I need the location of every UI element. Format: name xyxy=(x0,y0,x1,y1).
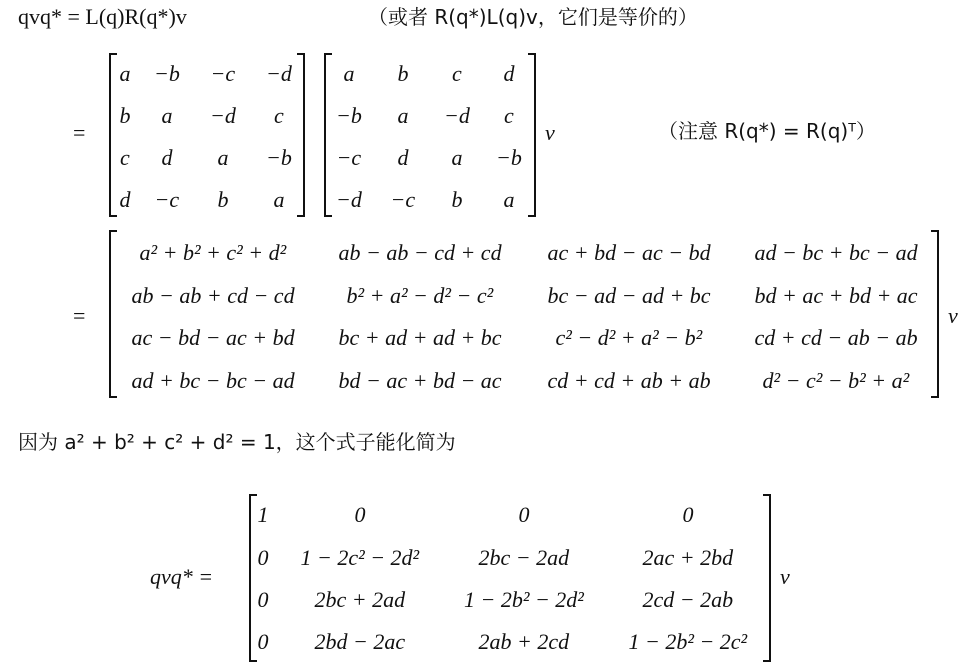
matrix-C-cell: cd + cd − ab − ab xyxy=(754,325,918,350)
matrix-D-cell: 0 xyxy=(354,502,366,527)
vector-v-3: v xyxy=(780,564,790,589)
matrix-C-cell: d² − c² − b² + a² xyxy=(762,368,910,393)
matrix-D-cell: 0 xyxy=(257,629,269,654)
matrix-A-cell: a xyxy=(273,187,285,212)
equation-line1: qvq* = L(q)R(q*)v xyxy=(18,4,187,29)
matrix-D-cell: 1 xyxy=(257,502,269,527)
matrix-C-cell: bd + ac + bd + ac xyxy=(754,283,918,308)
matrix-A-cell: c xyxy=(274,103,284,128)
matrix-B-cell: a xyxy=(343,61,355,86)
matrix-A-cell: b xyxy=(217,187,229,212)
matrix-b-right-bracket xyxy=(527,53,537,217)
matrix-D-cell: 1 − 2b² − 2d² xyxy=(464,587,584,612)
matrix-B-cell: a xyxy=(451,145,463,170)
matrix-B-cell: b xyxy=(451,187,463,212)
matrix-B-cell: −b xyxy=(336,103,362,128)
matrix-A-cell: −c xyxy=(210,61,236,86)
matrix-B-cell: a xyxy=(397,103,409,128)
matrix-B-cell: d xyxy=(503,61,515,86)
matrix-A-cell: d xyxy=(161,145,173,170)
matrix-C-cell: ad + bc − bc − ad xyxy=(131,368,295,393)
matrix-D-cell: 2cd − 2ab xyxy=(642,587,734,612)
matrix-A-cell: a xyxy=(161,103,173,128)
matrix-B-cell: −c xyxy=(390,187,416,212)
matrix-A-cell: a xyxy=(217,145,229,170)
matrix-C-cell: b² + a² − d² − c² xyxy=(346,283,494,308)
transpose-note: （注意 R(q*) = R(q)ᵀ） xyxy=(658,119,876,143)
vector-v-2: v xyxy=(948,303,958,328)
matrix-D-cell: 2bd − 2ac xyxy=(314,629,406,654)
matrix-B-cell: d xyxy=(397,145,409,170)
matrix-C-cell: bd − ac + bd − ac xyxy=(338,368,502,393)
matrix-d-right-bracket xyxy=(762,494,772,662)
equivalence-note: （或者 R(q*)L(q)v，它们是等价的） xyxy=(368,5,698,29)
matrix-D-cell: 1 − 2b² − 2c² xyxy=(628,629,748,654)
matrix-C-cell: ad − bc + bc − ad xyxy=(754,240,918,265)
matrix-D-cell: 1 − 2c² − 2d² xyxy=(300,545,420,570)
matrix-D-cell: 2ac + 2bd xyxy=(642,545,734,570)
matrix-D-cell: 0 xyxy=(682,502,694,527)
matrix-C-cell: bc + ad + ad + bc xyxy=(338,325,502,350)
matrix-c-right-bracket xyxy=(930,230,940,398)
matrix-B-cell: −d xyxy=(444,103,470,128)
matrix-C-cell: ac + bd − ac − bd xyxy=(547,240,711,265)
matrix-B-cell: b xyxy=(397,61,409,86)
matrix-D-cell: 0 xyxy=(257,545,269,570)
matrix-B-cell: −c xyxy=(336,145,362,170)
matrix-A-cell: −b xyxy=(266,145,292,170)
matrix-C-cell: ac − bd − ac + bd xyxy=(131,325,295,350)
simplification-sentence: 因为 a² + b² + c² + d² = 1，这个式子能化简为 xyxy=(18,430,456,454)
matrix-C-cell: c² − d² + a² − b² xyxy=(555,325,703,350)
matrix-A-cell: −d xyxy=(266,61,292,86)
matrix-B-cell: a xyxy=(503,187,515,212)
matrix-A-cell: −b xyxy=(154,61,180,86)
matrix-D-cell: 2ab + 2cd xyxy=(478,629,570,654)
matrix-C-cell: cd + cd + ab + ab xyxy=(547,368,711,393)
matrix-A-cell: b xyxy=(119,103,131,128)
matrix-C-cell: ab − ab + cd − cd xyxy=(131,283,295,308)
final-lhs: qvq* = xyxy=(150,564,214,589)
matrix-b-left-bracket xyxy=(323,53,333,217)
matrix-B-cell: −d xyxy=(336,187,362,212)
equals-sign-2: = xyxy=(73,303,86,328)
matrix-A-cell: c xyxy=(120,145,130,170)
matrix-A-cell: −c xyxy=(154,187,180,212)
matrix-a-right-bracket xyxy=(296,53,306,217)
matrix-B-cell: −b xyxy=(496,145,522,170)
matrix-d-left-bracket xyxy=(248,494,258,662)
matrix-C-cell: ab − ab − cd + cd xyxy=(338,240,502,265)
matrix-A-cell: d xyxy=(119,187,131,212)
matrix-D-cell: 2bc + 2ad xyxy=(314,587,406,612)
matrix-D-cell: 0 xyxy=(518,502,530,527)
matrix-B-cell: c xyxy=(504,103,514,128)
matrix-D-cell: 2bc − 2ad xyxy=(478,545,570,570)
matrix-a-left-bracket xyxy=(108,53,118,217)
matrix-A-cell: a xyxy=(119,61,131,86)
matrix-C-cell: bc − ad − ad + bc xyxy=(547,283,711,308)
matrix-c-left-bracket xyxy=(108,230,118,398)
matrix-C-cell: a² + b² + c² + d² xyxy=(139,240,287,265)
vector-v-1: v xyxy=(545,120,555,145)
matrix-B-cell: c xyxy=(452,61,462,86)
matrix-A-cell: −d xyxy=(210,103,236,128)
matrix-D-cell: 0 xyxy=(257,587,269,612)
equals-sign-1: = xyxy=(73,120,86,145)
